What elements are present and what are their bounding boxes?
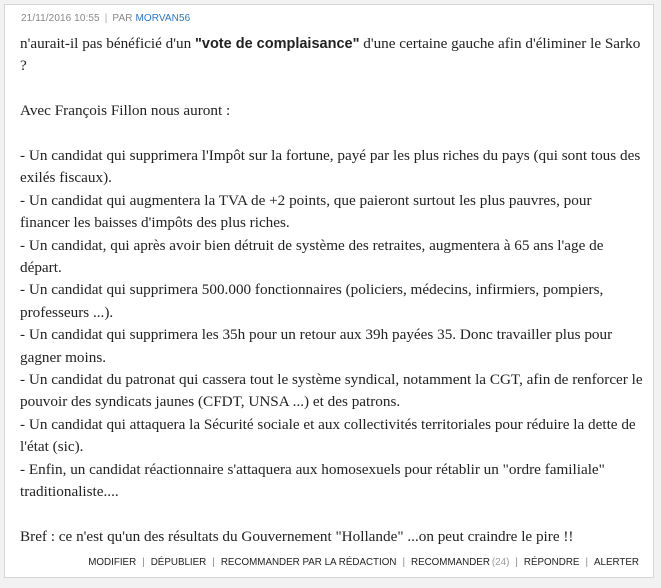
comment-date: 21/11/2016 10:55 — [21, 13, 100, 24]
comment-bullet: - Enfin, un candidat réactionnaire s'attaquera aux homosexuels pour rétablir un "ordre familiale" traditionaliste.... — [20, 460, 605, 501]
recommend-count: (24) — [491, 557, 510, 568]
comment-bullet: - Un candidat qui supprimera l'Impôt sur la fortune, payé par les plus riches du pays (qui sont tous des exilés fiscaux). — [20, 147, 641, 187]
blank-line — [20, 123, 645, 145]
comment-bullet: - Un candidat qui attaquera la Sécurité sociale et aux collectivités territoriales pour réduire la dette de l'état (sic). — [20, 415, 636, 456]
action-separator: | — [515, 557, 518, 568]
intro-text-end: d'une certaine gauche afin d'éliminer le Sarko ? — [20, 35, 641, 75]
comment-paragraph: Avec François Fillon nous auront : — [20, 102, 231, 120]
action-separator: | — [142, 557, 145, 568]
comment-conclusion: Bref : ce n'est qu'un des résultats du Gouvernement "Hollande" ...on peut craindre le pire !! — [20, 527, 574, 545]
unpublish-button[interactable]: DÉPUBLIER — [150, 557, 207, 568]
blank-line — [20, 504, 645, 526]
report-button[interactable]: ALERTER — [593, 557, 639, 568]
modify-button[interactable]: MODIFIER — [88, 557, 137, 568]
meta-separator: | — [104, 13, 108, 24]
recommend-button[interactable]: RECOMMANDER — [411, 557, 490, 568]
comment-bullet: - Un candidat, qui après avoir bien détruit de système des retraites, augmentera à 65 ans l'age de départ. — [20, 236, 604, 277]
comment-body — [20, 33, 645, 548]
author-link[interactable]: MORVAN56 — [135, 13, 191, 24]
comment-meta — [21, 13, 190, 24]
comment-intro — [20, 33, 645, 78]
by-label: PAR — [112, 13, 133, 24]
action-separator: | — [585, 557, 588, 568]
blank-line — [20, 78, 645, 100]
recommend-editorial-button[interactable]: RECOMMANDER PAR LA RÉDACTION — [220, 557, 397, 568]
comment-bullet: - Un candidat du patronat qui cassera tout le système syndical, notamment la CGT, afin de renforcer le pouvoir des syndicats jaunes (CFDT, UNSA ...) et des patrons. — [20, 371, 643, 411]
intro-bold-text: "vote de complaisance" — [195, 36, 360, 52]
comment-actions — [88, 557, 639, 568]
intro-text: n'aurait-il pas bénéficié d'un — [20, 35, 195, 52]
comment-bullet: - Un candidat qui augmentera la TVA de +2 points, que paieront surtout les plus pauvres, pour financer les baisses d'impôts des plus riches. — [20, 191, 592, 232]
comment-bullet: - Un candidat qui supprimera les 35h pour un retour aux 39h payées 35. Donc travailler plus pour gagner moins. — [20, 326, 613, 366]
action-separator: | — [212, 557, 215, 568]
reply-button[interactable]: RÉPONDRE — [523, 557, 580, 568]
comment-card — [4, 4, 654, 578]
comment-bullet: - Un candidat qui supprimera 500.000 fonctionnaires (policiers, médecins, infirmiers, pompiers, professeurs ...). — [20, 281, 604, 321]
action-separator: | — [402, 557, 405, 568]
